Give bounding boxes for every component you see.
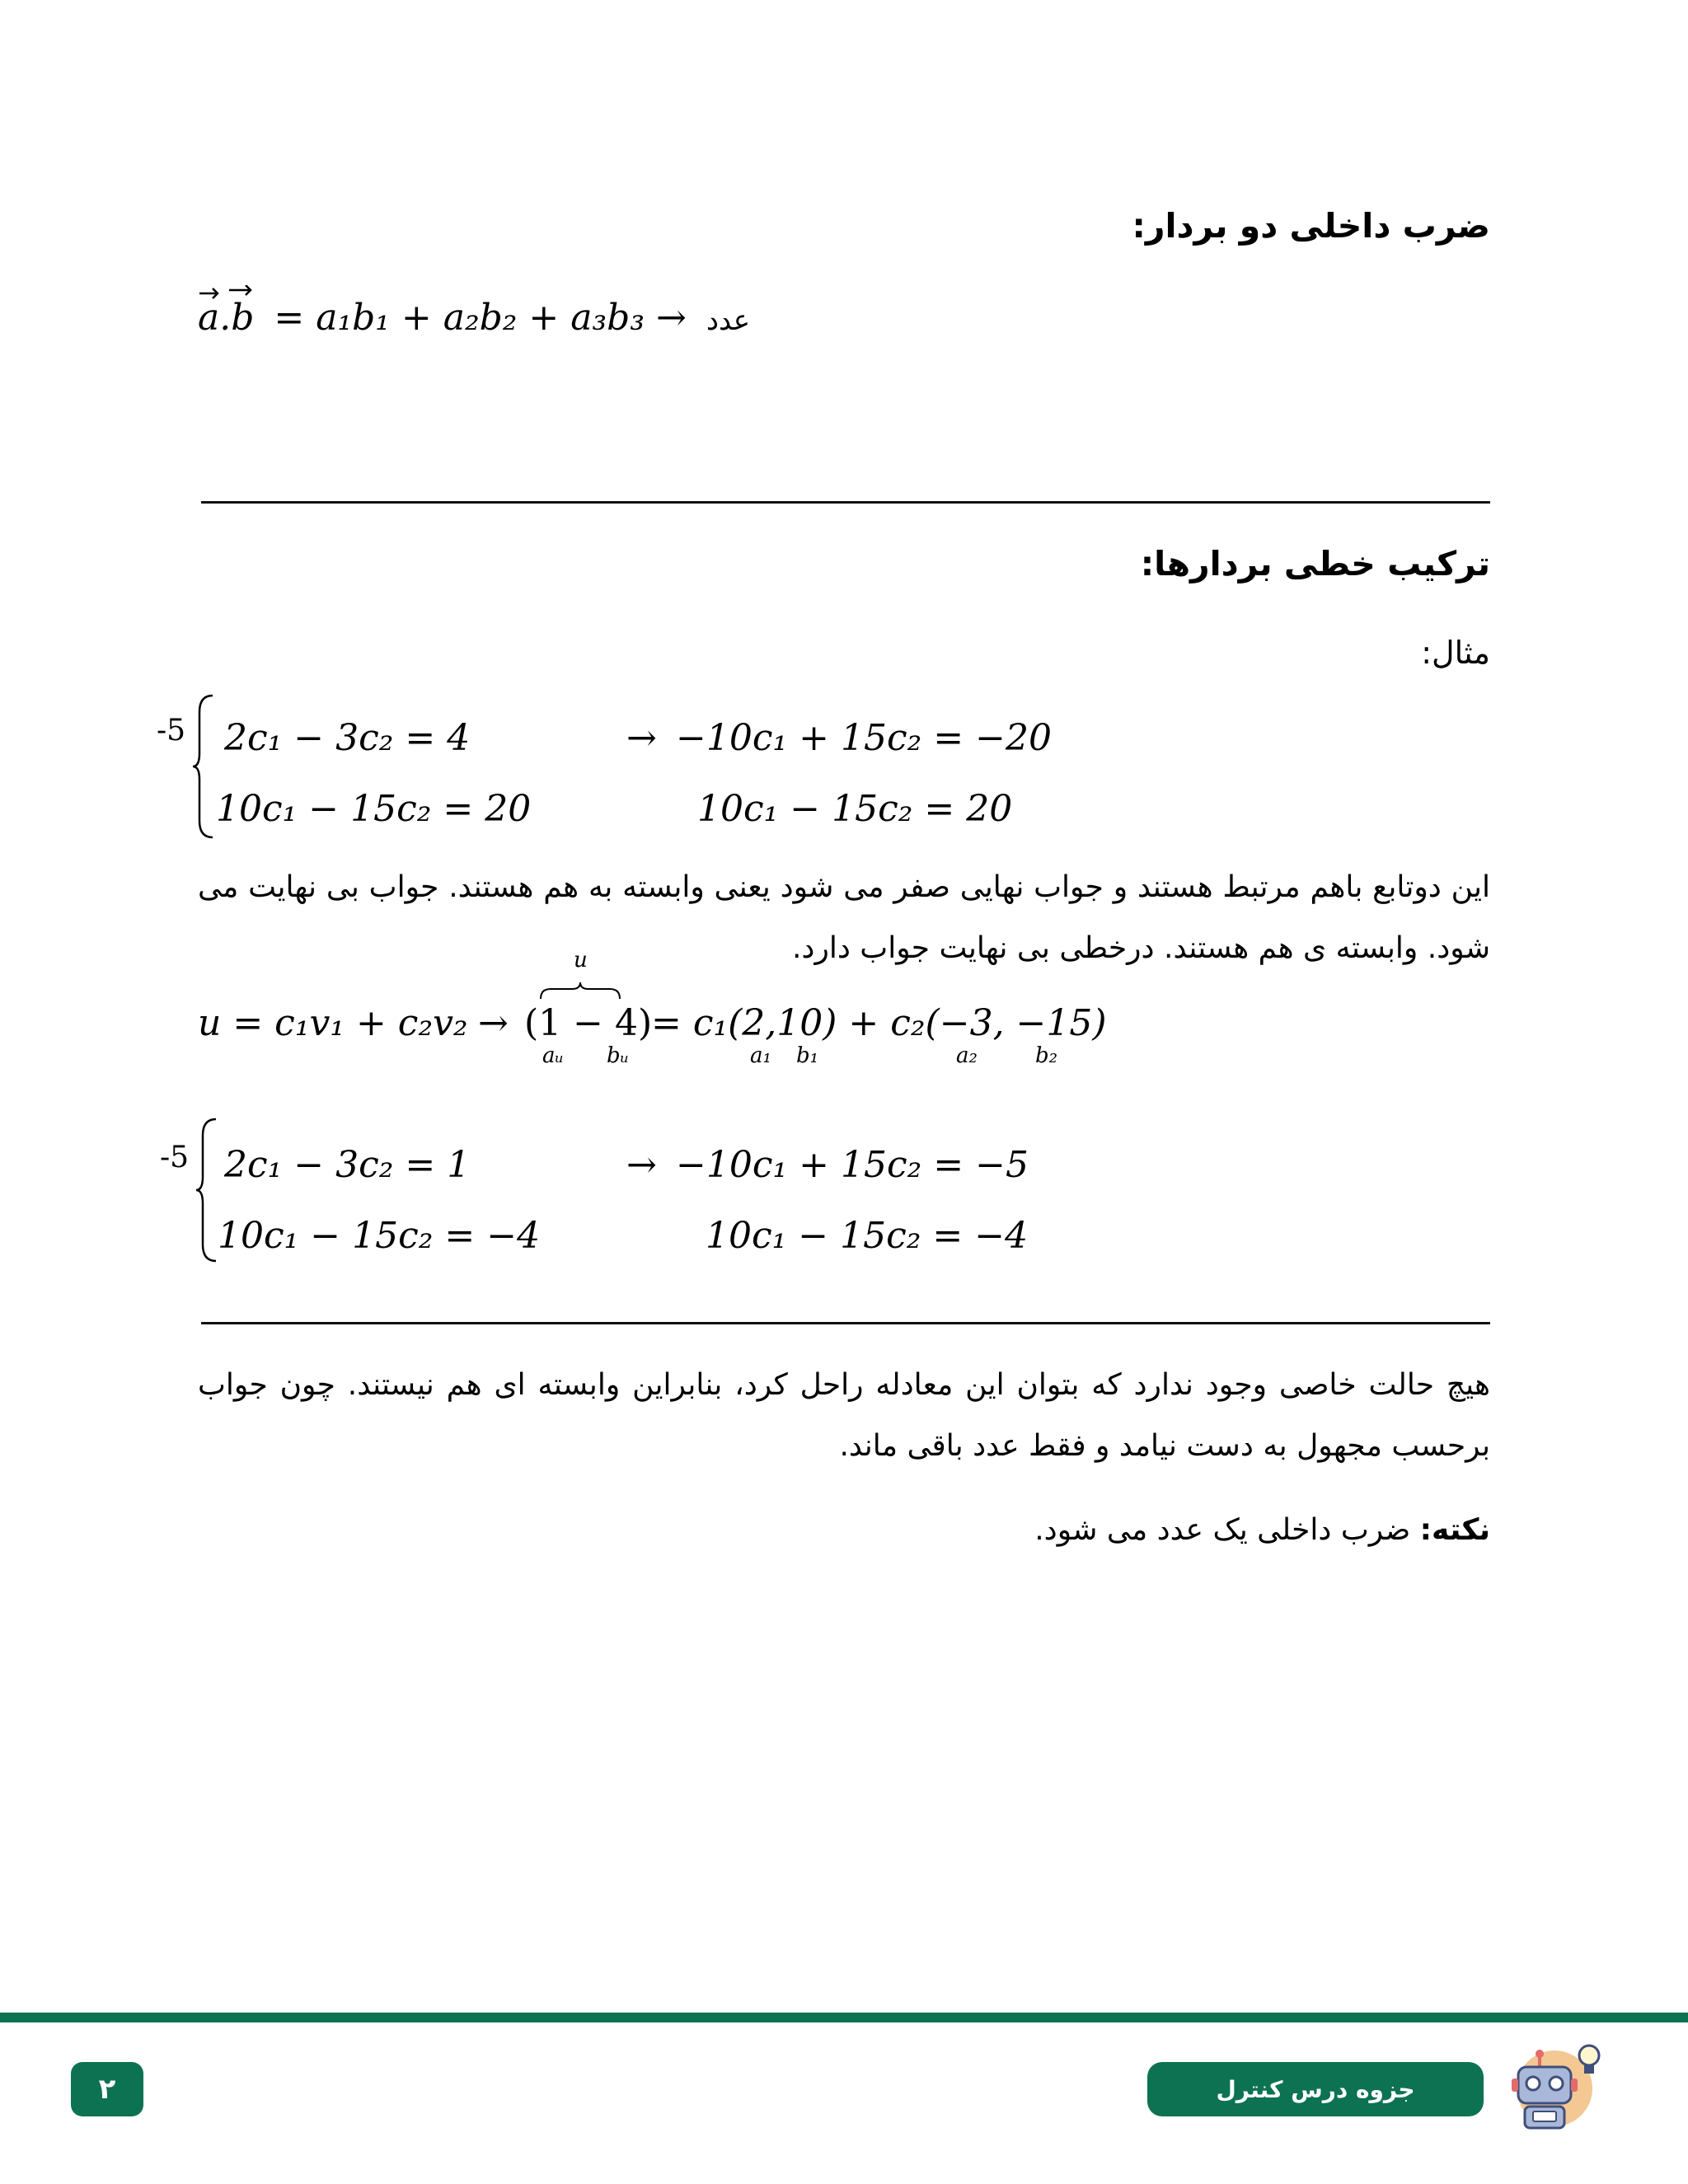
dot-product-heading: ضرب داخلی دو بردار: (1132, 206, 1490, 246)
system1-res1: −10c₁ + 15c₂ = −20 (676, 717, 1052, 759)
label-b-1: b₁ (796, 1043, 819, 1068)
result-word: عدد (706, 304, 751, 337)
system2-arrow: → (626, 1144, 657, 1186)
system2-res1: −10c₁ + 15c₂ = −5 (676, 1144, 1029, 1186)
vector-arrows (198, 285, 256, 302)
label-b-u: bᵤ (607, 1043, 630, 1068)
label-a-2: a₂ (956, 1043, 978, 1068)
dot-product-formula (198, 297, 750, 339)
overbrace (539, 981, 621, 1002)
system1-res2: 10c₁ − 15c₂ = 20 (697, 788, 1013, 830)
system1-eq1: 2c₁ − 3c₂ = 4 (224, 717, 471, 759)
paragraph-dependence: این دوتابع باهم مرتبط هستند و جواب نهایی صفر می شود یعنی وابسته به هم هستند. جواب بی نهایت می شود. وابسته ی هم هستند. درخطی بی نهایت جواب دارد. (198, 870, 1490, 965)
page-number-badge: ۲ (71, 2062, 143, 2116)
note (1034, 1513, 1490, 1547)
system1-eq2: 10c₁ − 15c₂ = 20 (216, 788, 532, 830)
system2-eq2: 10c₁ − 15c₂ = −4 (218, 1215, 541, 1257)
system2-res2: 10c₁ − 15c₂ = −4 (706, 1215, 1029, 1257)
dot-product-rhs: = a₁b₁ + a₂b₂ + a₃b₃ → (274, 297, 687, 339)
dot-product-lhs (198, 297, 265, 339)
system1-brace (191, 692, 216, 841)
label-b-2: b₂ (1035, 1043, 1058, 1068)
label-a-1: a₁ (750, 1043, 771, 1068)
example-label: مثال: (1421, 635, 1490, 671)
system1-arrow: → (626, 717, 657, 759)
footer-bar (0, 2013, 1688, 2022)
linear-combination-heading: ترکیب خطی بردارها: (1140, 544, 1490, 583)
vector-eq-arrow: → (478, 1002, 509, 1044)
system2-brace (195, 1116, 219, 1264)
vector-eq-tuple: (1 − 4) (524, 1002, 653, 1044)
divider-2 (201, 1322, 1490, 1324)
system2-eq1: 2c₁ − 3c₂ = 1 (224, 1144, 471, 1186)
label-a-u: aᵤ (542, 1043, 564, 1068)
system1-multiplier: -5 (157, 714, 186, 748)
paragraph-conclusion: هیچ حالت خاصی وجود ندارد که بتوان این معادله راحل کرد، بنابراین وابسته ای هم نیستند. چون جواب برحسب مجهول به دست نیامد و فقط عدد باقی ماند. (198, 1368, 1490, 1463)
robot-icon (1497, 2039, 1612, 2138)
note-label: نکته: (1419, 1513, 1490, 1547)
system2-multiplier: -5 (160, 1141, 190, 1174)
document-title-pill: جزوه درس کنترل (1147, 2062, 1484, 2116)
note-text: ضرب داخلی یک عدد می شود. (1034, 1513, 1411, 1547)
vector-eq-rhs: = c₁(2,10) + c₂(−3, −15) (651, 1002, 1107, 1044)
overbrace-label: u (574, 948, 588, 972)
lhs-text: a.b (198, 297, 255, 339)
vector-eq-lhs: u = c₁v₁ + c₂v₂ (198, 1002, 468, 1044)
divider-1 (201, 501, 1490, 504)
